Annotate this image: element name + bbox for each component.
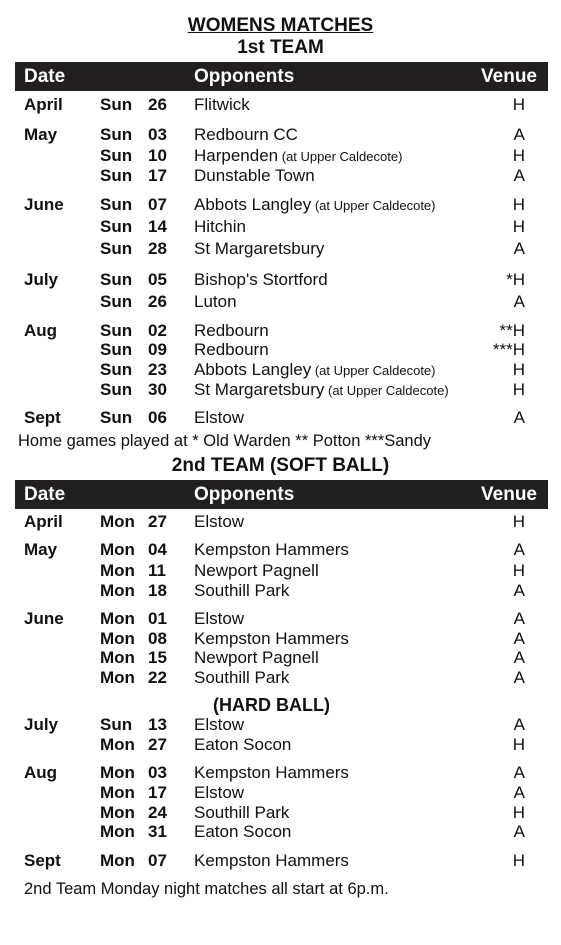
fixture-day: Sun — [100, 408, 133, 427]
fixture-day: Mon — [100, 735, 135, 754]
fixture-venue: A — [513, 292, 525, 311]
fixture-day: Sun — [100, 166, 133, 185]
fixture-opponent — [194, 146, 402, 166]
opponent-name: Newport Pagnell — [194, 648, 319, 667]
fixture-opponent — [194, 540, 349, 560]
fixture-opponent — [194, 95, 250, 115]
fixture-day: Sun — [100, 146, 133, 165]
second-team-header-bar — [15, 480, 548, 509]
fixture-date-number: 23 — [148, 360, 167, 379]
fixture-venue: A — [513, 239, 525, 258]
fixture-venue: H — [512, 146, 525, 165]
second-team-heading: 2nd TEAM (SOFT BALL) — [171, 455, 390, 476]
fixture-opponent — [194, 512, 244, 532]
fixture-day: Sun — [100, 321, 133, 340]
fixture-date-number: 01 — [148, 609, 167, 628]
opponent-venue-note: (at Upper Caldecote) — [278, 149, 403, 164]
fixture-month: June — [24, 195, 64, 214]
opponent-name: Elstow — [194, 715, 245, 734]
fixture-month: Aug — [24, 321, 58, 340]
home-games-note: Home games played at * Old Warden ** Potton ***Sandy — [18, 432, 432, 450]
fixture-day: Mon — [100, 822, 135, 841]
fixture-opponent — [194, 763, 349, 783]
fixture-venue: H — [512, 195, 525, 214]
opponent-venue-note: (at Upper Caldecote) — [324, 383, 449, 398]
fixture-date-number: 22 — [148, 668, 167, 687]
fixture-venue: A — [513, 783, 525, 802]
header-date: Date — [24, 484, 66, 505]
opponent-name: Newport Pagnell — [194, 561, 319, 580]
fixture-date-number: 26 — [148, 95, 167, 114]
fixture-month: Aug — [24, 763, 58, 782]
opponent-name: Harpenden — [194, 146, 279, 165]
fixture-opponent — [194, 609, 244, 629]
fixture-venue: A — [513, 715, 525, 734]
opponent-name: Dunstable Town — [194, 166, 315, 185]
opponent-name: Southill Park — [194, 581, 290, 600]
fixture-opponent — [194, 195, 435, 215]
opponent-venue-note: (at Upper Caldecote) — [311, 198, 436, 213]
opponent-name: Redbourn — [194, 321, 269, 340]
fixture-date-number: 27 — [148, 512, 167, 531]
fixture-opponent — [194, 408, 244, 428]
fixture-opponent — [194, 270, 328, 290]
fixture-date-number: 18 — [148, 581, 167, 600]
fixture-day: Mon — [100, 783, 135, 802]
fixture-day: Mon — [100, 803, 135, 822]
fixture-date-number: 02 — [148, 321, 167, 340]
opponent-name: Eaton Socon — [194, 822, 292, 841]
fixture-month: April — [24, 95, 63, 114]
fixture-month: June — [24, 609, 64, 628]
fixture-venue: *H — [506, 270, 525, 289]
fixture-opponent — [194, 629, 349, 649]
opponent-name: Luton — [194, 292, 237, 311]
opponent-name: Kempston Hammers — [194, 540, 349, 559]
fixture-date-number: 17 — [148, 783, 167, 802]
fixture-opponent — [194, 166, 315, 186]
fixture-day: Mon — [100, 581, 135, 600]
fixture-venue: A — [513, 408, 525, 427]
header-venue: Venue — [481, 66, 537, 87]
fixture-date-number: 15 — [148, 648, 167, 667]
fixture-venue: H — [512, 217, 525, 236]
fixture-month: Sept — [24, 408, 61, 427]
fixture-day: Mon — [100, 668, 135, 687]
fixture-opponent — [194, 783, 244, 803]
header-date: Date — [24, 66, 66, 87]
fixture-month: May — [24, 540, 58, 559]
opponent-name: Abbots Langley — [194, 195, 312, 214]
fixture-opponent — [194, 380, 449, 400]
fixture-venue: A — [513, 629, 525, 648]
fixture-month: April — [24, 512, 63, 531]
fixture-opponent — [194, 125, 298, 145]
fixture-date-number: 28 — [148, 239, 167, 258]
fixture-venue: A — [513, 540, 525, 559]
fixture-date-number: 05 — [148, 270, 167, 289]
fixture-opponent — [194, 581, 289, 601]
opponent-name: Southill Park — [194, 803, 290, 822]
opponent-venue-note: (at Upper Caldecote) — [311, 363, 436, 378]
fixture-venue: **H — [499, 321, 525, 340]
opponent-name: Kempston Hammers — [194, 763, 349, 782]
fixture-month: May — [24, 125, 58, 144]
fixture-day: Mon — [100, 512, 135, 531]
fixture-venue: A — [513, 166, 525, 185]
fixture-day: Mon — [100, 561, 135, 580]
fixture-opponent — [194, 735, 291, 755]
opponent-name: St Margaretsbury — [194, 239, 325, 258]
fixture-month: July — [24, 270, 59, 289]
opponent-name: Eaton Socon — [194, 735, 292, 754]
fixture-date-number: 24 — [148, 803, 167, 822]
fixture-day: Mon — [100, 540, 135, 559]
fixture-day: Sun — [100, 125, 133, 144]
fixture-day: Mon — [100, 609, 135, 628]
opponent-name: Hitchin — [194, 217, 246, 236]
fixture-venue: H — [512, 512, 525, 531]
fixture-opponent — [194, 851, 349, 871]
fixture-opponent — [194, 668, 289, 688]
fixture-day: Sun — [100, 217, 133, 236]
fixture-opponent — [194, 340, 269, 360]
opponent-name: Elstow — [194, 609, 245, 628]
header-opponents: Opponents — [194, 484, 295, 505]
fixture-day: Sun — [100, 239, 133, 258]
fixture-opponent — [194, 217, 246, 237]
fixture-opponent — [194, 822, 291, 842]
opponent-name: Elstow — [194, 408, 245, 427]
fixture-date-number: 31 — [148, 822, 167, 841]
fixture-venue: H — [512, 803, 525, 822]
fixture-day: Mon — [100, 851, 135, 870]
fixture-venue: H — [512, 851, 525, 870]
hard-ball-heading: (HARD BALL) — [213, 695, 330, 715]
fixture-date-number: 04 — [148, 540, 167, 559]
fixture-venue: A — [513, 648, 525, 667]
fixture-day: Sun — [100, 360, 133, 379]
fixture-venue: A — [513, 668, 525, 687]
fixture-date-number: 08 — [148, 629, 167, 648]
fixture-day: Sun — [100, 270, 133, 289]
fixture-day: Mon — [100, 763, 135, 782]
first-team-heading: 1st TEAM — [237, 37, 324, 58]
opponent-name: Elstow — [194, 512, 245, 531]
fixture-opponent — [194, 561, 319, 581]
opponent-name: Redbourn — [194, 340, 269, 359]
fixture-venue: A — [513, 125, 525, 144]
fixture-opponent — [194, 648, 319, 668]
opponent-name: Flitwick — [194, 95, 250, 114]
fixture-day: Sun — [100, 380, 133, 399]
fixture-day: Mon — [100, 648, 135, 667]
opponent-name: Bishop's Stortford — [194, 270, 328, 289]
fixture-date-number: 30 — [148, 380, 167, 399]
opponent-name: Redbourn CC — [194, 125, 298, 144]
fixture-venue: H — [512, 380, 525, 399]
opponent-name: Elstow — [194, 783, 245, 802]
opponent-name: Abbots Langley — [194, 360, 312, 379]
fixture-date-number: 06 — [148, 408, 167, 427]
opponent-name: Kempston Hammers — [194, 851, 349, 870]
fixture-day: Sun — [100, 292, 133, 311]
fixture-venue: A — [513, 609, 525, 628]
fixture-opponent — [194, 239, 324, 259]
fixture-month: Sept — [24, 851, 61, 870]
fixture-opponent — [194, 292, 237, 312]
fixture-date-number: 26 — [148, 292, 167, 311]
fixture-date-number: 27 — [148, 735, 167, 754]
fixture-venue: A — [513, 581, 525, 600]
fixture-date-number: 03 — [148, 763, 167, 782]
fixture-day: Mon — [100, 629, 135, 648]
page-title: WOMENS MATCHES — [187, 15, 374, 36]
fixture-day: Sun — [100, 195, 133, 214]
opponent-name: Southill Park — [194, 668, 290, 687]
fixture-date-number: 10 — [148, 146, 167, 165]
fixture-date-number: 07 — [148, 851, 167, 870]
fixture-date-number: 03 — [148, 125, 167, 144]
fixture-date-number: 17 — [148, 166, 167, 185]
opponent-name: St Margaretsbury — [194, 380, 325, 399]
header-venue: Venue — [481, 484, 537, 505]
fixture-venue: H — [512, 561, 525, 580]
fixture-venue: H — [512, 735, 525, 754]
fixture-opponent — [194, 360, 435, 380]
fixture-venue: A — [513, 763, 525, 782]
fixture-venue: H — [512, 95, 525, 114]
fixture-date-number: 14 — [148, 217, 167, 236]
fixture-date-number: 13 — [148, 715, 167, 734]
footer-note: 2nd Team Monday night matches all start at 6p.m. — [24, 880, 389, 898]
header-opponents: Opponents — [194, 66, 295, 87]
fixture-opponent — [194, 803, 289, 823]
fixture-day: Sun — [100, 95, 133, 114]
fixture-opponent — [194, 715, 244, 735]
fixture-date-number: 11 — [148, 561, 166, 580]
fixture-venue: H — [512, 360, 525, 379]
fixture-date-number: 09 — [148, 340, 167, 359]
fixture-opponent — [194, 321, 269, 341]
first-team-header-bar — [15, 62, 548, 91]
fixture-venue: ***H — [492, 340, 525, 359]
fixture-day: Sun — [100, 340, 133, 359]
fixture-day: Sun — [100, 715, 133, 734]
opponent-name: Kempston Hammers — [194, 629, 349, 648]
fixture-date-number: 07 — [148, 195, 167, 214]
fixture-month: July — [24, 715, 59, 734]
fixture-venue: A — [513, 822, 525, 841]
